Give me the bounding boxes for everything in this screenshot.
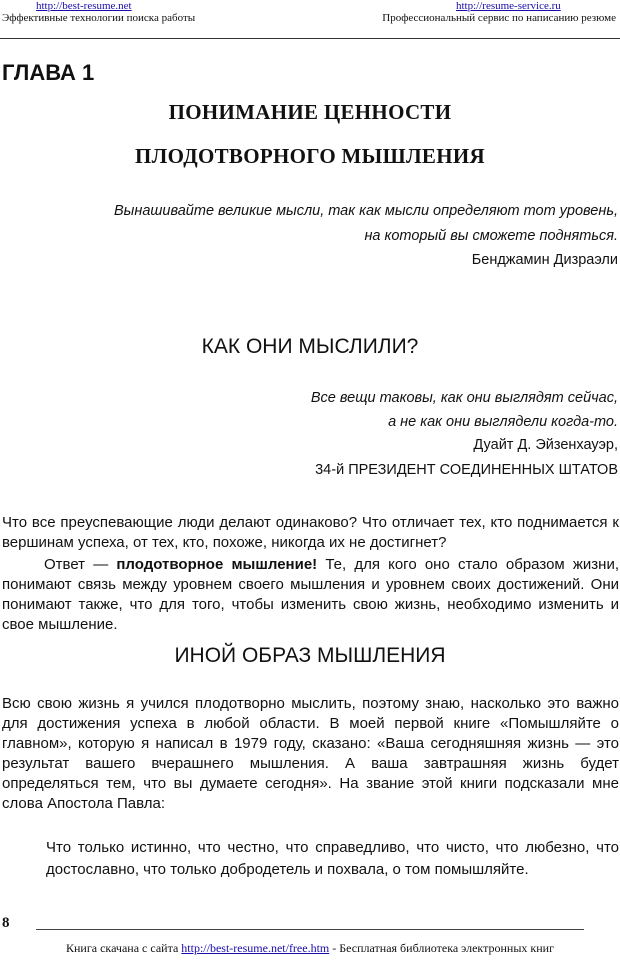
epigraph1-author: Бенджамин Дизраэли [471, 252, 618, 268]
chapter-title-line2: ПЛОДОТВОРНОГО МЫШЛЕНИЯ [135, 144, 485, 168]
page-number: 8 [2, 915, 10, 931]
epigraph1-line2: на который вы сможете подняться. [364, 228, 618, 244]
resume-service-link[interactable]: http://resume-service.ru [456, 0, 561, 12]
footer-text [0, 941, 620, 956]
best-resume-link[interactable]: http://best-resume.net [36, 0, 132, 12]
epigraph2-line2: а не как они выглядели когда-то. [388, 414, 618, 430]
right-subtitle: Профессиональный сервис по написанию резюме [382, 12, 616, 24]
header-divider [0, 38, 620, 39]
footer-text-after: - Бесплатная библиотека электронных книг [329, 941, 554, 955]
paragraph-2-lead: Ответ — [44, 556, 117, 573]
epigraph1-line1: Вынашивайте великие мысли, так как мысли определяют тот уровень, [114, 203, 618, 219]
epigraph2-author-title: 34-й ПРЕЗИДЕНТ СОЕДИНЕННЫХ ШТАТОВ [315, 462, 618, 478]
paragraph-3: Всю свою жизнь я учился плодотворно мыслить, поэтому знаю, насколько это важно для достижения успеха в любой области. В моей первой книге «Помышляйте о главном», которую я написал в 1979 году, сказано: «Ваша сегодняшняя жизнь — это результат вашего вчерашнего мышления. А ваша завтрашняя жизнь будет определяться тем, что вы думаете сегодня». На звание этой книги подсказали мне слова Апостола Павла: [2, 695, 619, 812]
paragraph-2-rest: Те, для кого оно стало образом жизни, понимают связь между уровнем своего мышления и уровнем своих достижений. Они понимают также, что для того, чтобы изменить свою жизнь, необходимо изменить и свое мышление. [2, 556, 620, 633]
free-books-link[interactable]: http://best-resume.net/free.htm [181, 941, 330, 955]
left-subtitle: Эффективные технологии поиска работы [2, 12, 196, 24]
page-header [0, 0, 620, 42]
epigraph2-line1: Все вещи таковы, как они выглядят сейчас, [310, 390, 618, 406]
footer-text-before: Книга скачана с сайта [66, 941, 182, 955]
epigraph2-author: Дуайт Д. Эйзенхауэр, [473, 437, 618, 453]
paragraph-1: Что все преуспевающие люди делают одинаково? Что отличает тех, кто поднимается к вершинам успеха, от тех, кто, похоже, никогда их не достигнет? [2, 514, 619, 551]
section-heading-how-they-thought: КАК ОНИ МЫСЛИЛИ? [201, 335, 419, 358]
section-heading-different-thinking: ИНОЙ ОБРАЗ МЫШЛЕНИЯ [174, 644, 446, 667]
paragraph-2 [2, 555, 619, 635]
chapter-label: ГЛАВА 1 [2, 60, 95, 85]
scripture-quote: Что только истинно, что честно, что справедливо, что чисто, что любезно, что достославно, что только добродетель и похвала, о том помышляйте. [46, 839, 619, 878]
page-footer [0, 905, 620, 960]
footer-divider [36, 929, 584, 930]
chapter-title-line1: ПОНИМАНИЕ ЦЕННОСТИ [168, 100, 452, 124]
paragraph-2-bold: плодотворное мышление! [116, 556, 318, 573]
